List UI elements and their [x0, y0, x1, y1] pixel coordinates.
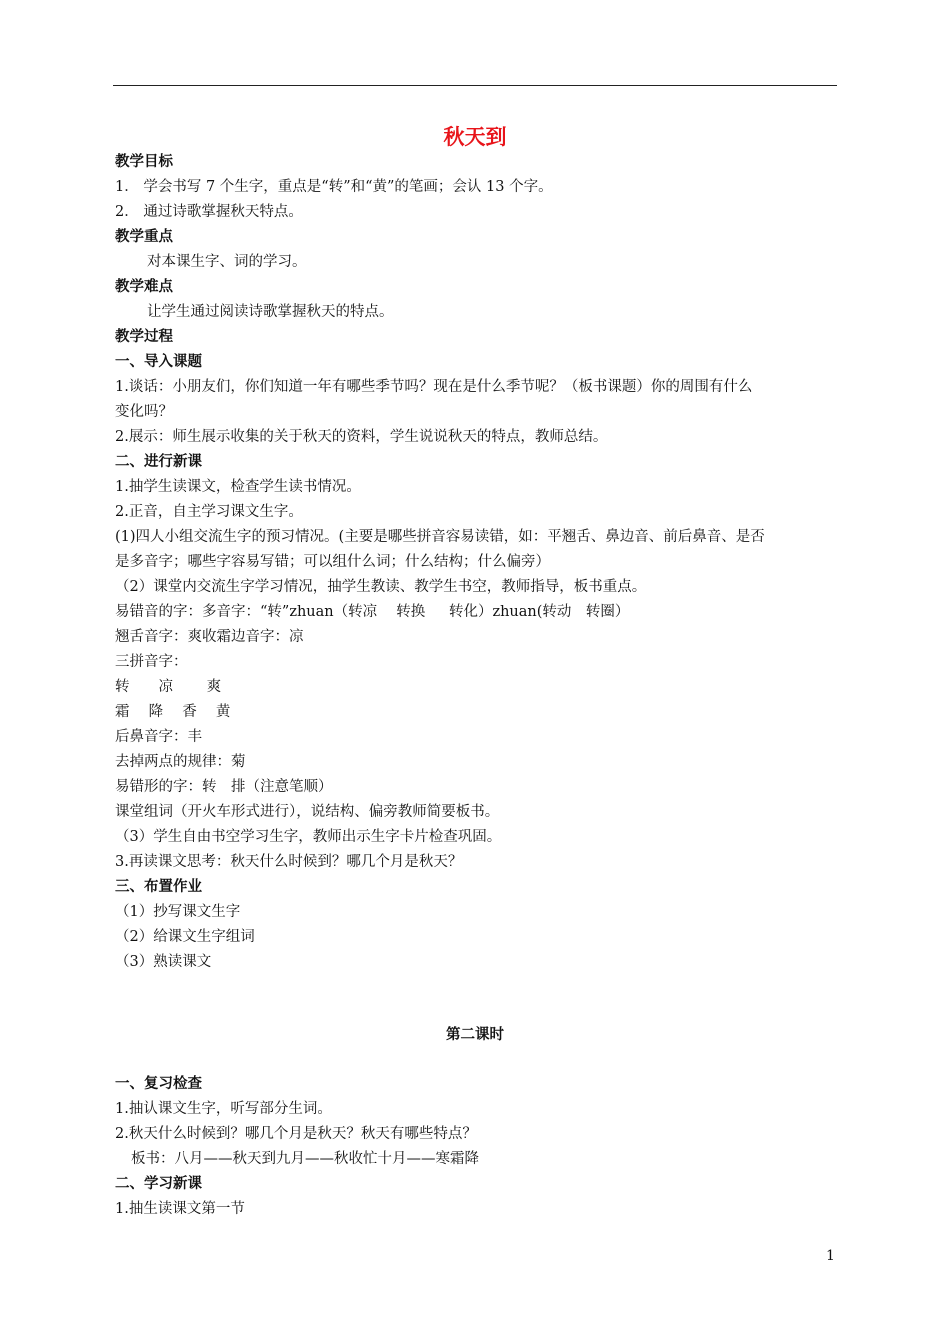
second-lesson-title: 第二课时: [446, 1027, 504, 1043]
homework-item-3: （3）熟读课文: [115, 954, 212, 970]
self-study-text: （3）学生自由书空学习生字，教师出示生字卡片检查巩固。: [115, 829, 502, 845]
class-exchange-text: （2）课堂内交流生字学习情况，抽学生教读、教学生书空，教师指导，板书重点。: [115, 579, 647, 595]
triphthong-label: 三拼音字：: [115, 654, 188, 670]
new-lesson-item-2: 2.正音，自主学习课文生字。: [115, 504, 303, 520]
review-item-2: 2.秋天什么时候到？哪几个月是秋天？秋天有哪些特点？: [115, 1126, 477, 1142]
goal-item-2: 2． 通过诗歌掌握秋天特点。: [115, 204, 303, 220]
focus-text: 对本课生字、词的学习。: [147, 254, 307, 270]
section-homework-heading: 三、布置作业: [115, 879, 202, 895]
section-intro-heading: 一、导入课题: [115, 354, 202, 370]
intro-item-1: 1.谈话：小朋友们，你们知道一年有哪些季节吗？现在是什么季节呢？（板书课题）你的周围有什么: [115, 379, 753, 395]
triphthong-row-2: 霜 降 香 黄: [115, 704, 231, 720]
new-lesson-item-1: 1.抽学生读课文，检查学生读书情况。: [115, 479, 361, 495]
study-item-1: 1.抽生读课文第一节: [115, 1201, 245, 1217]
heading-teaching-goals: 教学目标: [115, 154, 173, 170]
intro-item-1-cont: 变化吗？: [115, 404, 173, 420]
page-number: 1: [826, 1248, 835, 1264]
goal-item-1: 1． 学会书写 7 个生字，重点是“转”和“黄”的笔画；会认 13 个字。: [115, 179, 553, 195]
group-exchange-text-cont: 是多音字；哪些字容易写错；可以组什么词；什么结构；什么偏旁）: [115, 554, 550, 570]
review-item-1: 1.抽认课文生字，听写部分生词。: [115, 1101, 332, 1117]
reread-text: 3.再读课文思考：秋天什么时候到？哪几个月是秋天？: [115, 854, 463, 870]
lesson-title: 秋天到: [443, 125, 507, 149]
heading-teaching-focus: 教学重点: [115, 229, 173, 245]
back-nasal-text: 后鼻音字：丰: [115, 729, 202, 745]
header-rule: [113, 85, 837, 86]
group-exchange-text: (1)四人小组交流生字的预习情况。(主要是哪些拼音容易读错，如：平翘舌、鼻边音、前后鼻音、是否: [115, 529, 765, 545]
two-dots-rule-text: 去掉两点的规律：菊: [115, 754, 246, 770]
word-building-text: 课堂组词（开火车形式进行），说结构、偏旁教师简要板书。: [115, 804, 500, 820]
section-review-heading: 一、复习检查: [115, 1076, 202, 1092]
intro-item-2: 2.展示：师生展示收集的关于秋天的资料，学生说说秋天的特点，教师总结。: [115, 429, 608, 445]
blackboard-text: 板书：八月——秋天到九月——秋收忙十月——寒霜降: [131, 1151, 479, 1167]
triphthong-row-1: 转 凉 爽: [115, 679, 222, 695]
homework-item-1: （1）抄写课文生字: [115, 904, 241, 920]
polyphone-text: 易错音的字：多音字：“转”zhuan（转凉 转换 转化）zhuan(转动 转圈）: [115, 604, 630, 620]
homework-item-2: （2）给课文生字组词: [115, 929, 255, 945]
difficulty-text: 让学生通过阅读诗歌掌握秋天的特点。: [147, 304, 394, 320]
heading-teaching-process: 教学过程: [115, 329, 173, 345]
heading-teaching-difficulty: 教学难点: [115, 279, 173, 295]
error-prone-text: 易错形的字：转 排（注意笔顺）: [115, 779, 333, 795]
section-study-heading: 二、学习新课: [115, 1176, 202, 1192]
retroflex-text: 翘舌音字：爽收霜边音字：凉: [115, 629, 304, 645]
section-new-lesson-heading: 二、进行新课: [115, 454, 202, 470]
